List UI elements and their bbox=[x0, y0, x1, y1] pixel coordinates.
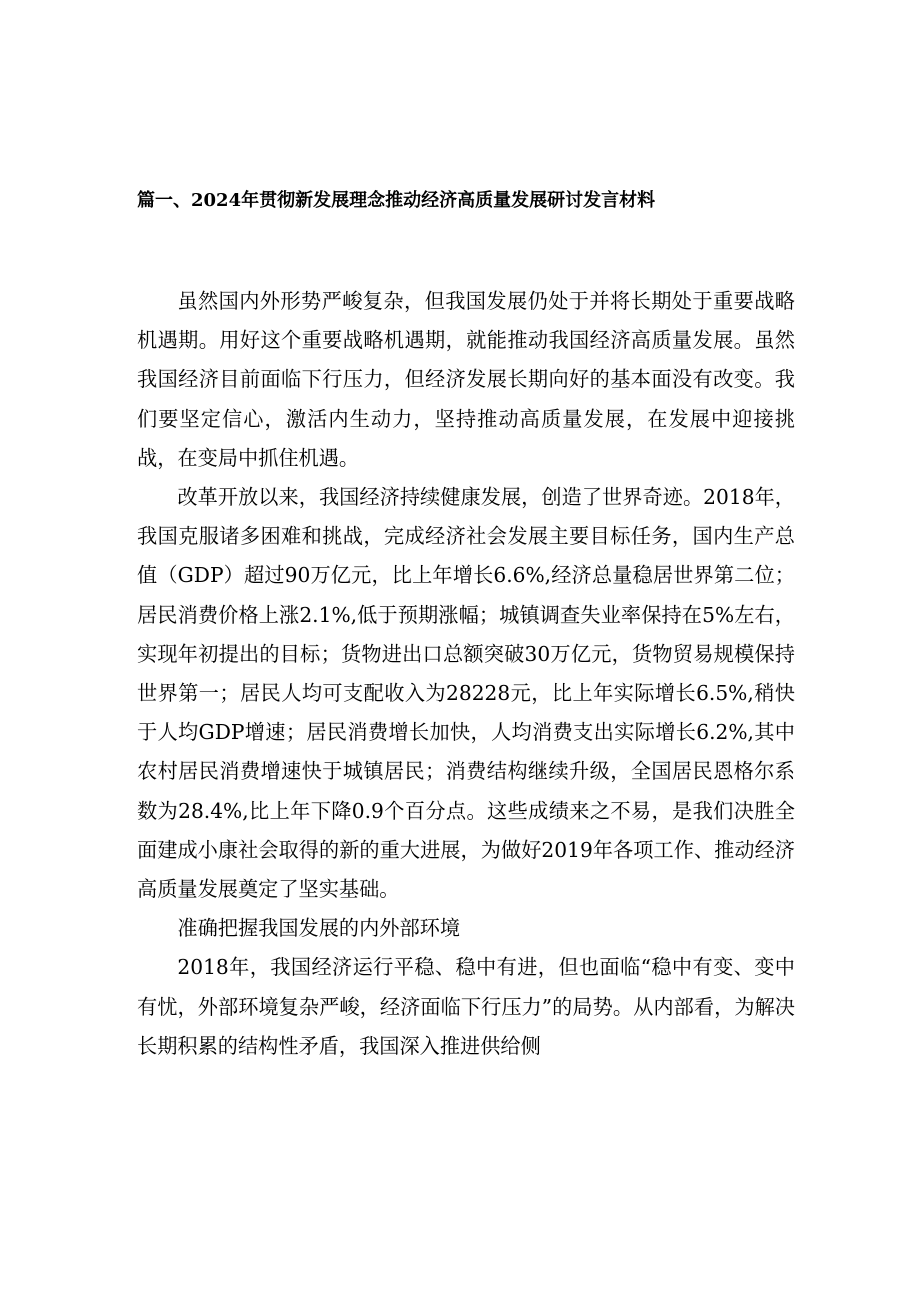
section-subheading: 准确把握我国发展的内外部环境 bbox=[177, 916, 461, 941]
paragraph-2018-achievements: 改革开放以来，我国经济持续健康发展，创造了世界奇迹。2018年，我国克服诸多困难和挑战，完成经济社会发展主要目标任务，国内生产总值（GDP）超过90万亿元，比上年增长6.6%,经济总量稳居世界第二位；居民消费价格上涨2.1%,低于预期涨幅；城镇调查失业率保持在5%左右，实现年初提出的目标；货物进出口总额突破30万亿元，货物贸易规模保持世界第一；居民人均可支配收入为28228元，比上年实际增长6.5%,稍快于人均GDP增速；居民消费增长加快，人均消费支出实际增长6.2%,其中农村居民消费增速快于城镇居民；消费结构继续升级，全国居民恩格尔系数为28.4%,比上年下降0.9个百分点。这些成绩来之不易，是我们决胜全面建成小康社会取得的新的重大进展，为做好2019年各项工作、推动经济高质量发展奠定了坚实基础。 bbox=[137, 485, 795, 902]
document-title: 篇一、2024年贯彻新发展理念推动经济高质量发展研讨发言材料 bbox=[137, 190, 656, 211]
paragraph-opportunity-period: 虽然国内外形势严峻复杂，但我国发展仍处于并将长期处于重要战略机遇期。用好这个重要战略机遇期，就能推动我国经济高质量发展。虽然我国经济目前面临下行压力，但经济发展长期向好的基本面没有改变。我们要坚定信心，激活内生动力，坚持推动高质量发展，在发展中迎接挑战，在变局中抓住机遇。 bbox=[137, 289, 795, 470]
paragraph-2018-situation: 2018年，我国经济运行平稳、稳中有进，但也面临“稳中有变、变中有忧，外部环境复杂严峻，经济面临下行压力”的局势。从内部看，为解决长期积累的结构性矛盾，我国深入推进供给侧 bbox=[137, 955, 795, 1058]
document-body bbox=[137, 282, 795, 1066]
